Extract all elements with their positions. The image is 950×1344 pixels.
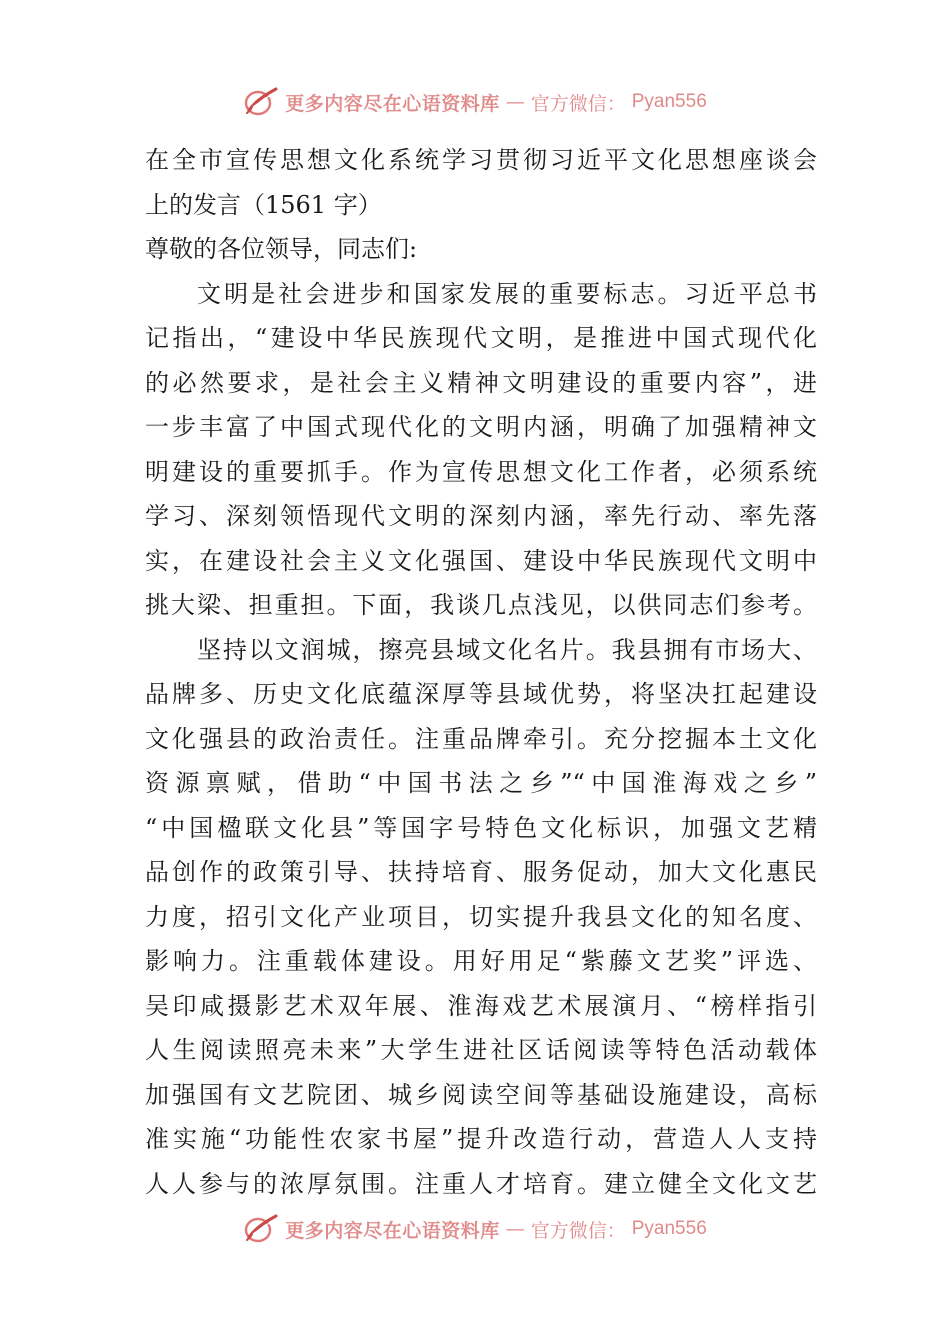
banner-dash: — — [505, 1218, 525, 1240]
paragraph-line: 实，在建设社会主义文化强国、建设中华民族现代文明中 — [145, 546, 817, 575]
doc-title-line-1: 在全市宣传思想文化系统学习贯彻习近平文化思想座谈会 — [145, 146, 817, 174]
paragraph-line: 准实施“功能性农家书屋”提升改造行动，营造人人支持 — [145, 1125, 817, 1153]
pen-logo-icon — [243, 1213, 279, 1245]
paragraph-line: 明建设的重要抓手。作为宣传思想文化工作者，必须系统 — [145, 457, 817, 486]
banner-text: 更多内容尽在心语资料库 — [285, 92, 500, 115]
banner-wechat-label: 官方微信： — [530, 92, 626, 115]
paragraph-line: “中国楹联文化县”等国字号特色文化标识，加强文艺精 — [145, 813, 817, 842]
paragraph-line: 记指出，“建设中华民族现代文明，是推进中国式现代化 — [145, 324, 817, 352]
paragraph-line: 影响力。注重载体建设。用好用足“紫藤文艺奖”评选、 — [145, 947, 817, 975]
paragraph-line: 资源禀赋，借助“中国书法之乡”“中国淮海戏之乡” — [145, 769, 817, 797]
banner-wechat-id: Pyan556 — [631, 91, 707, 112]
salutation: 尊敬的各位领导，同志们: — [145, 235, 418, 263]
header-banner — [0, 82, 950, 122]
paragraph-line: 一步丰富了中国式现代化的文明内涵，明确了加强精神文 — [145, 413, 817, 441]
banner-text: 更多内容尽在心语资料库 — [285, 1219, 500, 1242]
paragraph-line: 的必然要求，是社会主义精神文明建设的重要内容”，进 — [145, 368, 817, 397]
paragraph-line: 品创作的政策引导、扶持培育、服务促动，加大文化惠民 — [145, 858, 817, 886]
document-body — [145, 138, 817, 1206]
banner-wechat-id: Pyan556 — [631, 1218, 707, 1239]
paragraph-line: 挑大梁、担重担。下面，我谈几点浅见，以供同志们参考。 — [145, 591, 817, 619]
footer-banner — [0, 1209, 950, 1249]
pen-logo-icon — [243, 86, 279, 118]
banner-dash: — — [505, 91, 525, 113]
doc-title-line-2: 上的发言（1561 字） — [145, 190, 382, 219]
paragraph-line: 人生阅读照亮未来”大学生进社区话阅读等特色活动载体 — [145, 1036, 817, 1064]
paragraph-line: 文化强县的政治责任。注重品牌牵引。充分挖掘本土文化 — [145, 724, 817, 753]
paragraph-line: 文明是社会进步和国家发展的重要标志。习近平总书 — [197, 279, 817, 308]
banner-wechat-label: 官方微信： — [530, 1219, 626, 1242]
paragraph-line: 吴印咸摄影艺术双年展、淮海戏艺术展演月、“榜样指引 — [145, 991, 817, 1020]
paragraph-line: 品牌多、历史文化底蕴深厚等县域优势，将坚决扛起建设 — [145, 680, 817, 708]
paragraph-line: 加强国有文艺院团、城乡阅读空间等基础设施建设，高标 — [145, 1080, 817, 1109]
paragraph-line: 力度，招引文化产业项目，切实提升我县文化的知名度、 — [145, 902, 817, 931]
paragraph-line: 人人参与的浓厚氛围。注重人才培育。建立健全文化文艺 — [145, 1169, 817, 1198]
paragraph-line: 学习、深刻领悟现代文明的深刻内涵，率先行动、率先落 — [145, 502, 817, 530]
paragraph-line: 坚持以文润城，擦亮县域文化名片。我县拥有市场大、 — [197, 635, 817, 664]
